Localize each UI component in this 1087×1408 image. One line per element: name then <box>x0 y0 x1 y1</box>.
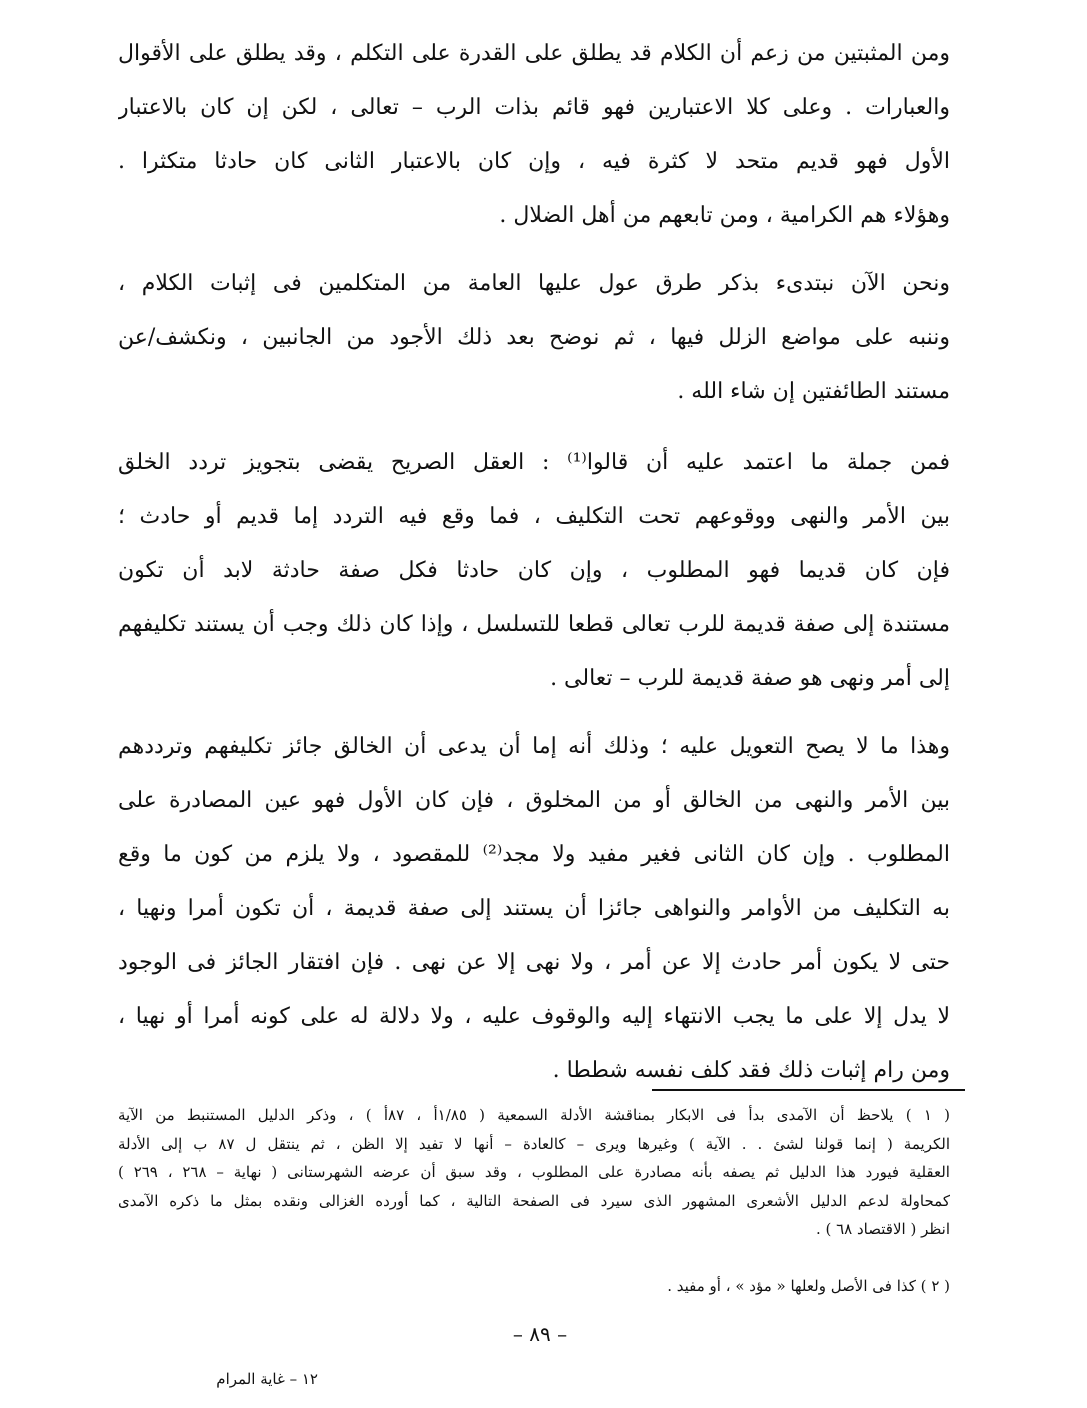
footnote-line: العقلية فيورد هذا الدليل ثم يصفه بأنه مصادرة على المطلوب ، وقد سبق أن عرضه الشهرستانى ( نهاية – ٢٦٨ ، ٢٦٩ ) <box>118 1163 950 1181</box>
footnote-line: انظر ( الاقتصاد ٦٨ ) . <box>815 1220 950 1238</box>
footnote-divider <box>652 1089 965 1091</box>
text-line: مستندة إلى صفة قديمة للرب تعالى قطعا للتسلسل ، وإذا كان ذلك وجب أن يستند تكليفهم <box>118 612 950 637</box>
text-line: إلى أمر ونهى هو صفة قديمة للرب – تعالى . <box>550 666 950 691</box>
text-line: بين الأمر والنهى ووقوعهم تحت التكليف ، فما وقع فيه التردد إما قديم أو حادث ؛ <box>118 504 950 529</box>
paragraph-3 <box>118 436 950 706</box>
text-line: فإن كان قديما فهو المطلوب ، وإن كان حادثا فكل صفة حادثة لابد أن تكون <box>118 558 950 583</box>
text-line: والعبارات . وعلى كلا الاعتبارين فهو قائم بذات الرب – تعالى ، لكن إن كان بالاعتبار <box>118 95 950 120</box>
footnote-line: كمحاولة لدعم الدليل الأشعرى المشهور الذى سيرد فى الصفحة التالية ، كما أورده الغزالى ونقده بمثل ما ذكره الآمدى <box>118 1191 950 1210</box>
text-line: لا يدل إلا على ما يجب الانتهاء إليه والوقوف عليه ، ولا دلالة له على كونه أمرا أو نهيا ، <box>118 1004 950 1029</box>
footnote-1 <box>118 1101 950 1244</box>
text-line: حتى لا يكون أمر حادث إلا عن أمر ، ولا نهى إلا عن نهى . فإن افتقار الجائز فى الوجود <box>118 950 950 975</box>
text-line: مستند الطائفتين إن شاء الله . <box>677 379 950 404</box>
paragraph-2 <box>118 257 950 419</box>
signature-mark: ١٢ – غاية المرام <box>216 1370 318 1388</box>
text-line: وننبه على مواضع الزلل فيها ، ثم نوضح بعد ذلك الأجود من الجانبين ، ونكشف/عن <box>118 325 950 350</box>
text-line: وهؤلاء هم الكرامية ، ومن تابعهم من أهل الضلال . <box>499 203 950 228</box>
text-line: الأول فهو قديم متحد لا كثرة فيه ، وإن كان بالاعتبار الثانى كان حادثا متكثرا . <box>118 149 950 174</box>
text-line: ومن رام إثبات ذلك فقد كلف نفسه شططا . <box>552 1058 950 1083</box>
footnote-line: ( ١ ) يلاحظ أن الآمدى بدأ فى الابكار بمناقشة الأدلة السمعية ( ١/٨٥أ ، ٨٧أ ) ، وذكر الدليل المستنبط من الآية <box>118 1106 950 1124</box>
text-line: بين الأمر والنهى من الخالق أو من المخلوق ، فإن كان الأول فهو عين المصادرة على <box>118 788 950 813</box>
page-number: – ٨٩ – <box>512 1322 568 1346</box>
footnote-line: الكريمة ( إنما قولنا لشئ . . الآية ) وغيرها ويرى – كالعادة – أنها لا تفيد إلا الظن ، ثم ينتقل ل ٨٧ ب إلى الأدلة <box>118 1134 950 1153</box>
text-line: به التكليف من الأوامر والنواهى جائزا أن يستند إلى صفة قديمة ، أن تكون أمرا ونهيا ، <box>118 896 950 921</box>
paragraph-1 <box>118 27 950 243</box>
footnote-2 <box>118 1272 950 1301</box>
text-line: المطلوب . وإن كان الثانى فغير مفيد ولا مجد⁽²⁾ للمقصود ، ولا يلزم من كون ما وقع <box>118 842 950 867</box>
text-line: فمن جملة ما اعتمد عليه أن قالوا⁽¹⁾ : العقل الصريح يقضى بتجويز تردد الخلق <box>118 450 950 475</box>
text-line: ونحن الآن نبتدىء بذكر طرق عول عليها العامة من المتكلمين فى إثبات الكلام ، <box>118 271 950 296</box>
text-line: وهذا ما لا يصح التعويل عليه ؛ وذلك أنه إما أن يدعى أن الخالق جائز تكليفهم وترددهم <box>118 734 950 759</box>
text-line: ومن المثبتين من زعم أن الكلام قد يطلق على القدرة على التكلم ، وقد يطلق على الأقوال <box>118 41 950 66</box>
paragraph-4 <box>118 720 950 1098</box>
footnote-line: ( ٢ ) كذا فى الأصل ولعلها « مؤد » ، أو مفيد . <box>667 1277 950 1295</box>
